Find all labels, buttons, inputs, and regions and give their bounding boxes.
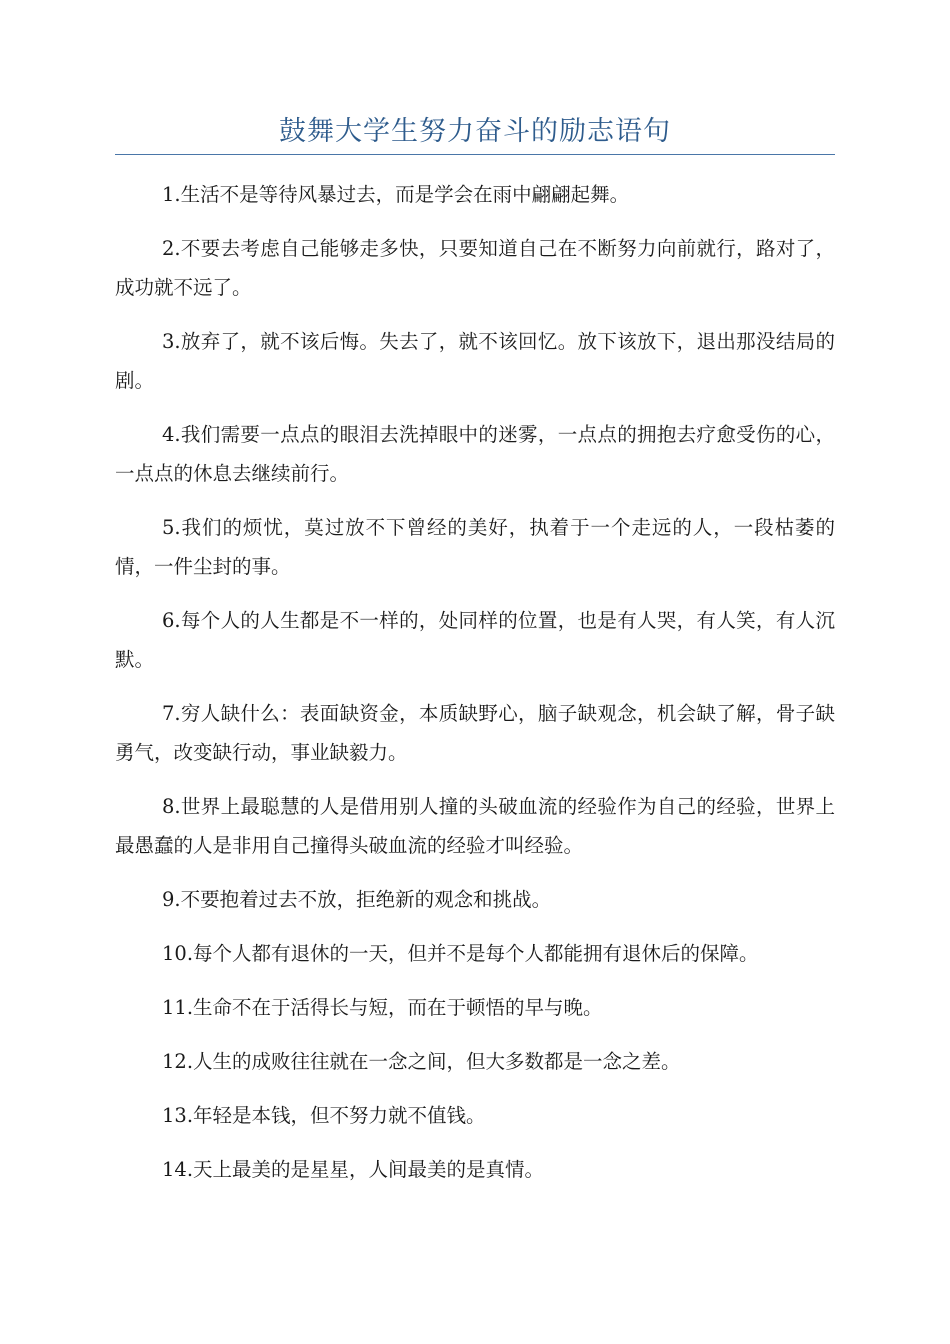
quote-item: 6.每个人的人生都是不一样的，处同样的位置，也是有人哭，有人笑，有人沉默。 (115, 609, 835, 671)
quote-item: 7.穷人缺什么：表面缺资金，本质缺野心，脑子缺观念，机会缺了解，骨子缺勇气，改变缺行动，事业缺毅力。 (115, 702, 835, 764)
title-underline (115, 154, 835, 155)
document-title: 鼓舞大学生努力奋斗的励志语句 (279, 116, 671, 147)
quote-item: 13.年轻是本钱，但不努力就不值钱。 (162, 1104, 486, 1127)
quote-item: 12.人生的成败往往就在一念之间，但大多数都是一念之差。 (162, 1050, 681, 1073)
quote-item: 5.我们的烦忧，莫过放不下曾经的美好，执着于一个走远的人，一段枯萎的情，一件尘封的事。 (115, 516, 835, 578)
quote-item: 11.生命不在于活得长与短，而在于顿悟的早与晚。 (162, 996, 603, 1019)
quote-item: 14.天上最美的是星星，人间最美的是真情。 (162, 1158, 545, 1181)
quote-list (115, 175, 835, 1204)
quote-item: 1.生活不是等待风暴过去，而是学会在雨中翩翩起舞。 (162, 183, 630, 206)
quote-item: 10.每个人都有退休的一天，但并不是每个人都能拥有退休后的保障。 (162, 942, 759, 965)
quote-item: 9.不要抱着过去不放，拒绝新的观念和挑战。 (162, 888, 552, 911)
quote-item: 3.放弃了，就不该后悔。失去了，就不该回忆。放下该放下，退出那没结局的剧。 (115, 330, 835, 392)
quote-item: 2.不要去考虑自己能够走多快，只要知道自己在不断努力向前就行，路对了，成功就不远了。 (115, 237, 835, 299)
quote-item: 4.我们需要一点点的眼泪去洗掉眼中的迷雾，一点点的拥抱去疗愈受伤的心，一点点的休息去继续前行。 (115, 423, 835, 485)
quote-item: 8.世界上最聪慧的人是借用别人撞的头破血流的经验作为自己的经验，世界上最愚蠢的人是非用自己撞得头破血流的经验才叫经验。 (115, 795, 835, 857)
